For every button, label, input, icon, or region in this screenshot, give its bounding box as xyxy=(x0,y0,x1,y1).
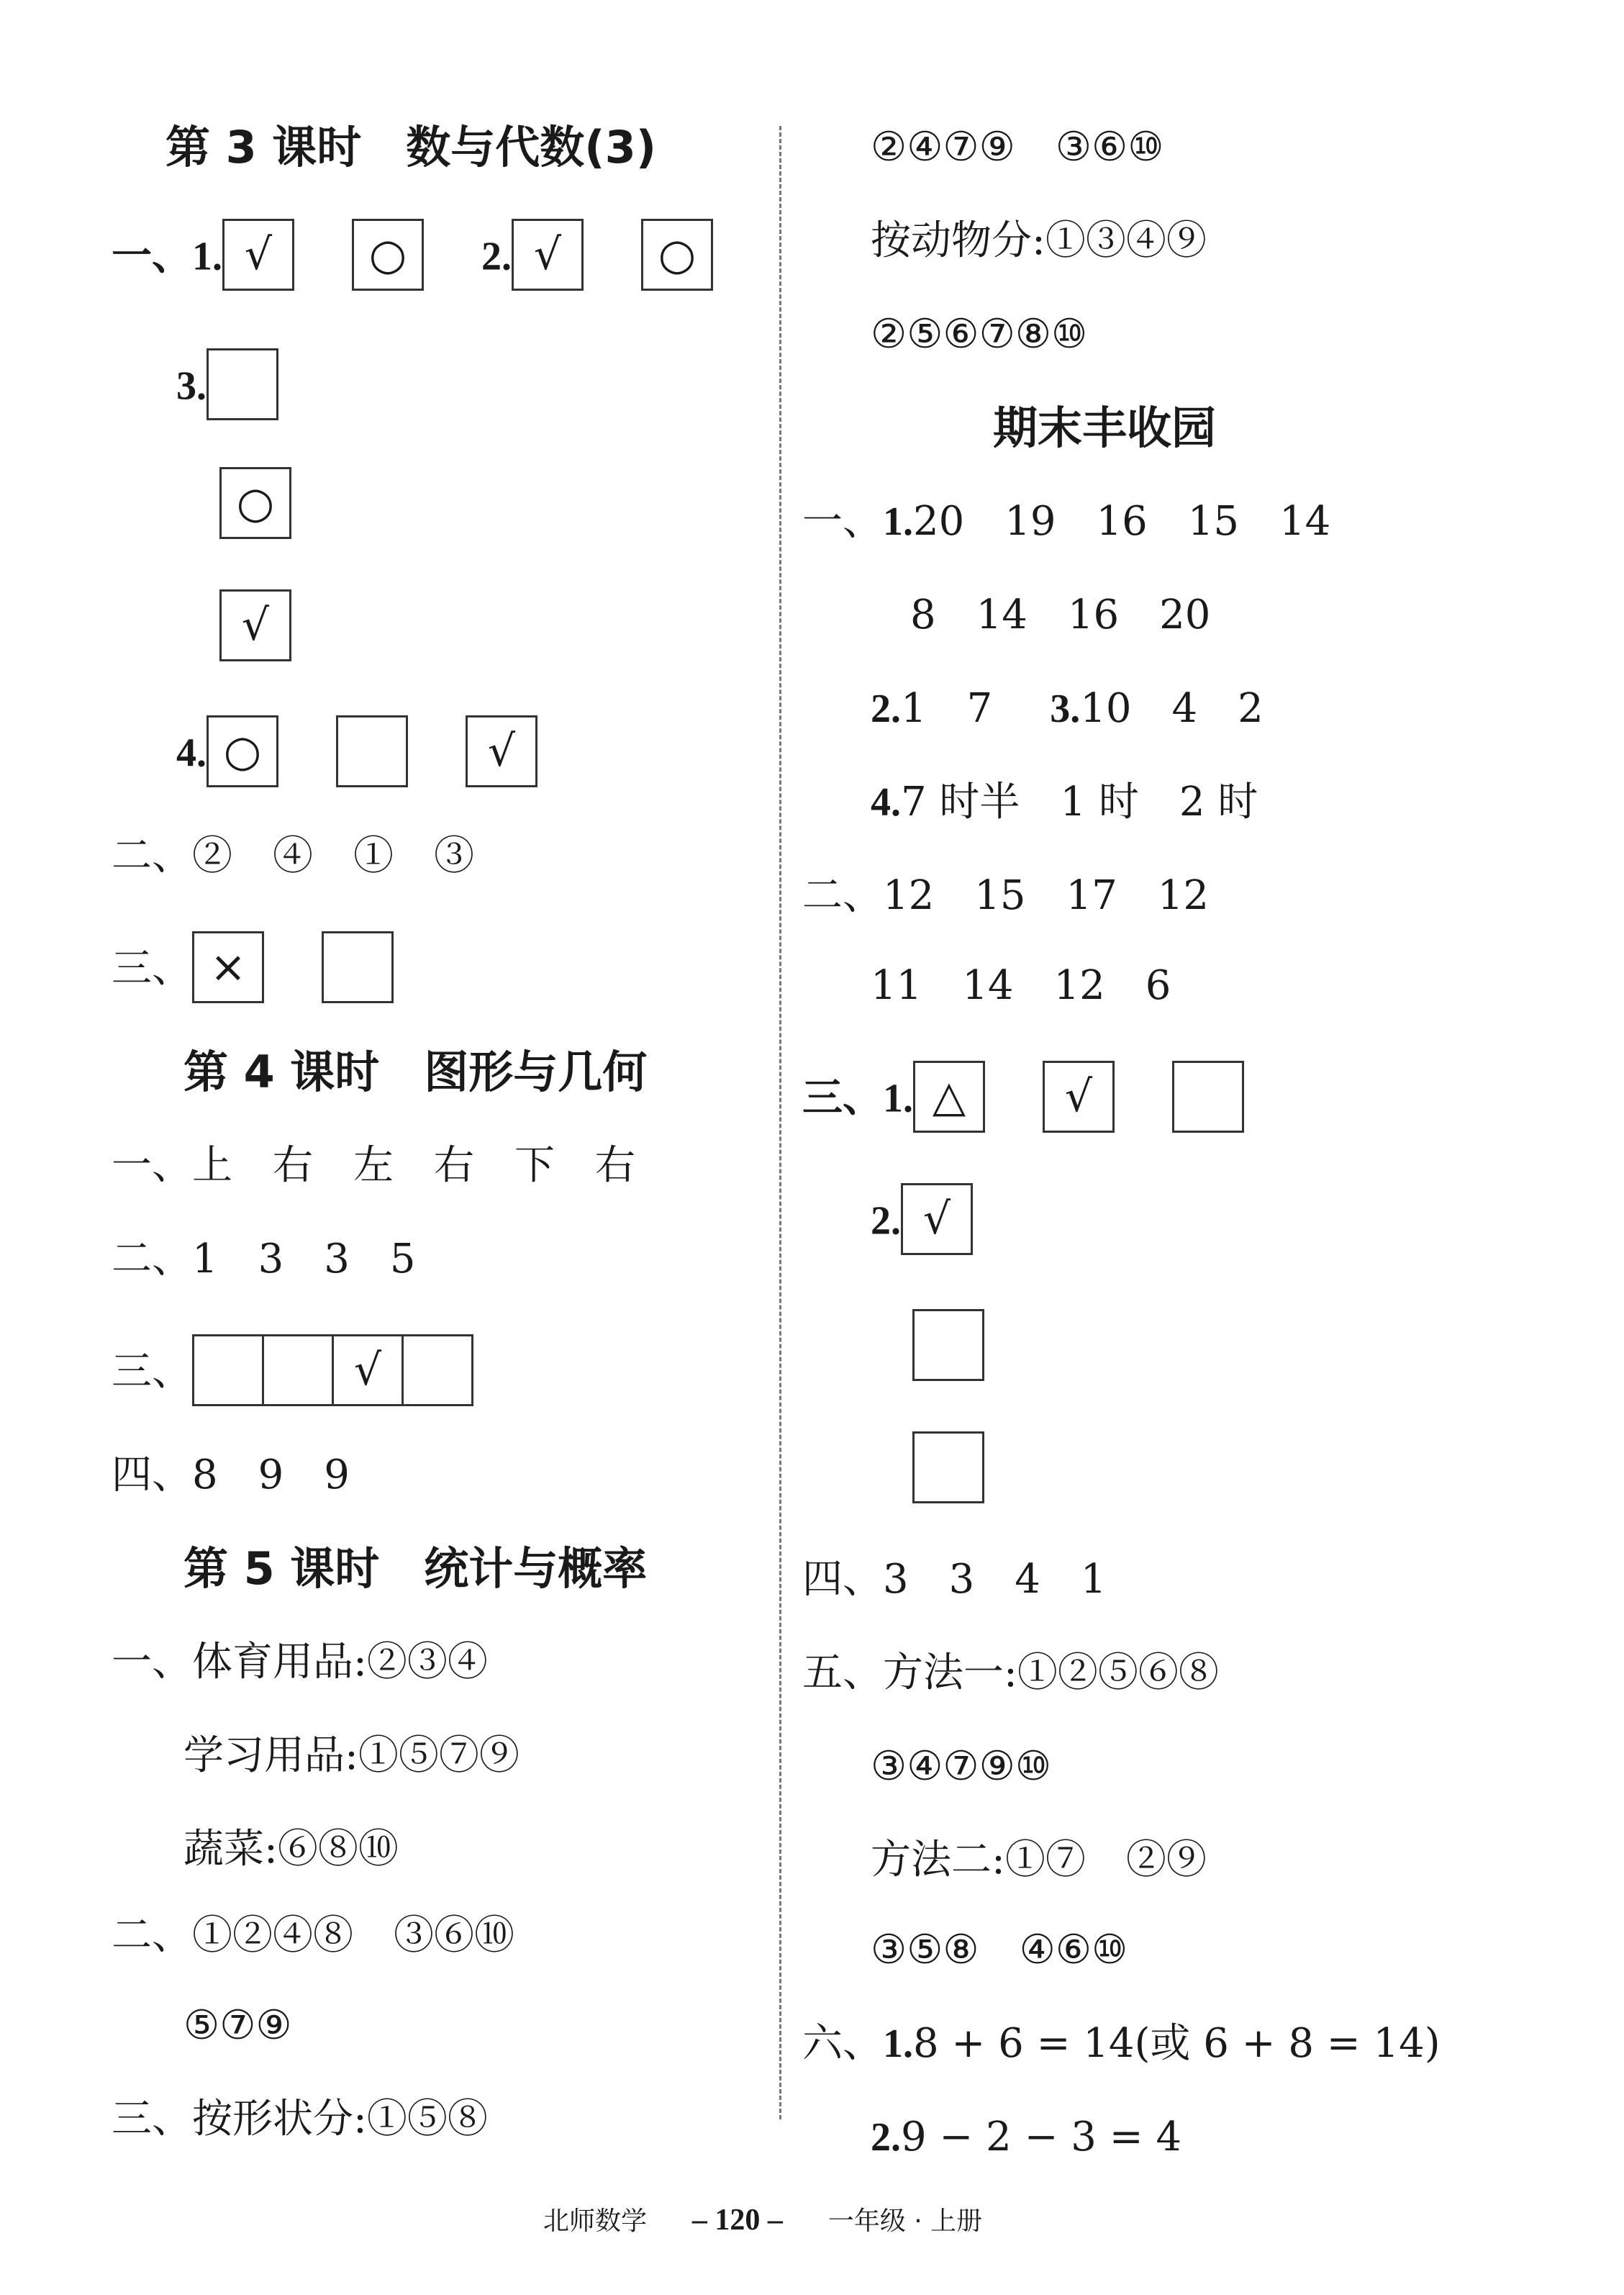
question-number: 2. xyxy=(871,2115,901,2160)
answer-row-final-liu-1 xyxy=(802,2015,1441,2073)
answer-row-r2: 按动物分:①③④⑨ xyxy=(871,217,1207,264)
section-title-lesson-3: 第 3 课时 数与代数(3) xyxy=(165,121,657,173)
answer-row-final-wu-1: 五、方法一:①②⑤⑥⑧ xyxy=(802,1649,1219,1696)
question-number: 三、 xyxy=(112,1348,192,1395)
answer-box: √ xyxy=(219,589,291,661)
answer-row-5-er-2: ⑤⑦⑨ xyxy=(183,2002,292,2049)
answer-values: 20 19 16 15 14 xyxy=(913,498,1331,545)
answer-row-final-er-2: 11 14 12 6 xyxy=(871,962,1171,1009)
answer-row-5-yi-2: 学习用品:①⑤⑦⑨ xyxy=(183,1732,520,1779)
answer-row-final-wu-4: ③⑤⑧ ④⑥⑩ xyxy=(871,1927,1128,1973)
answer-row-5-yi-3: 蔬菜:⑥⑧⑩ xyxy=(183,1826,399,1873)
answer-box xyxy=(402,1334,473,1406)
answer-box: √ xyxy=(222,219,294,291)
answer-box xyxy=(322,931,394,1003)
answer-box: ○ xyxy=(641,219,713,291)
answer-row-4-si: 四、8 9 9 xyxy=(112,1452,350,1498)
answer-box xyxy=(912,1309,984,1381)
answer-values: 1 7 xyxy=(901,685,993,732)
answer-box xyxy=(1172,1061,1244,1133)
answer-box: √ xyxy=(901,1183,973,1255)
page-number: – 120 – xyxy=(691,2204,783,2237)
answer-box: √ xyxy=(512,219,584,291)
answer-row-final-san-2b xyxy=(912,1313,984,1371)
question-number: 六、 xyxy=(802,2020,883,2067)
question-number: 1. xyxy=(883,499,913,544)
answer-row-r1: ②④⑦⑨ ③⑥⑩ xyxy=(871,124,1164,171)
footer-grade: 一年级 · 上册 xyxy=(827,2206,983,2236)
answer-row-4-er: 二、1 3 3 5 xyxy=(112,1236,416,1282)
answer-row-5-er-1: 二、①②④⑧ ③⑥⑩ xyxy=(112,1912,514,1959)
question-number: 1. xyxy=(883,2022,913,2066)
answer-row-final-wu-3: 方法二:①⑦ ②⑨ xyxy=(871,1837,1207,1883)
answer-values: 7 时半 1 时 2 时 xyxy=(901,779,1258,825)
answer-row-3-4 xyxy=(176,720,537,777)
answer-row-final-yi-4 xyxy=(871,774,1258,831)
answer-row-5-san-1: 三、按形状分:①⑤⑧ xyxy=(112,2096,488,2142)
question-number: 一、1. xyxy=(112,234,222,279)
answer-values: 9 − 2 − 3 = 4 xyxy=(901,2114,1182,2160)
question-number: 一、 xyxy=(802,498,883,545)
question-number: 三、1. xyxy=(802,1076,913,1121)
answer-row-final-yi-2 xyxy=(871,680,1264,738)
answer-box: √ xyxy=(466,715,537,787)
answer-row-final-yi-1 xyxy=(802,493,1330,551)
answer-box: △ xyxy=(913,1061,985,1133)
answer-box xyxy=(192,1334,264,1406)
answer-box xyxy=(912,1431,984,1503)
answer-row-r3: ②⑤⑥⑦⑧⑩ xyxy=(871,311,1088,358)
answer-row-final-er-1: 二、12 15 17 12 xyxy=(802,872,1210,919)
question-number: 4. xyxy=(871,780,901,825)
answer-box: ○ xyxy=(352,219,424,291)
answer-row-final-liu-2 xyxy=(871,2109,1181,2166)
answer-row-4-san xyxy=(112,1339,473,1396)
footer-subject: 北师数学 xyxy=(543,2206,648,2236)
section-title-lesson-5: 第 5 课时 统计与概率 xyxy=(183,1542,648,1595)
answer-values: 8 + 6 = 14(或 6 + 8 = 14) xyxy=(913,2020,1441,2067)
answer-row-final-san-2c xyxy=(912,1436,984,1493)
answer-row-final-wu-2: ③④⑦⑨⑩ xyxy=(871,1743,1052,1790)
section-title-final: 期末丰收园 xyxy=(993,402,1217,454)
question-number: 2. xyxy=(871,1198,901,1244)
answer-row-3-san xyxy=(112,936,394,993)
question-number: 3. xyxy=(1050,687,1081,731)
question-number: 4. xyxy=(176,730,207,776)
question-number: 2. xyxy=(481,234,512,279)
column-divider xyxy=(779,126,781,2119)
answer-values: 10 4 2 xyxy=(1080,685,1264,732)
answer-row-3-3b xyxy=(219,471,291,529)
answer-row-final-san-1 xyxy=(802,1065,1244,1123)
answer-box: √ xyxy=(1043,1061,1115,1133)
answer-row-final-si: 四、3 3 4 1 xyxy=(802,1556,1107,1603)
section-title-lesson-4: 第 4 课时 图形与几何 xyxy=(183,1046,648,1098)
answer-box xyxy=(336,715,408,787)
answer-row-3-1 xyxy=(112,223,713,281)
answer-box: × xyxy=(192,931,264,1003)
answer-row-3-3 xyxy=(176,353,278,410)
page-footer xyxy=(543,2202,982,2240)
answer-row-final-yi-1b: 8 14 16 20 xyxy=(910,592,1211,638)
answer-row-final-san-2 xyxy=(871,1187,973,1245)
question-number: 2. xyxy=(871,687,901,731)
answer-box: ○ xyxy=(207,715,278,787)
question-number: 3. xyxy=(176,363,207,409)
answer-box: ○ xyxy=(219,467,291,539)
answer-row-4-yi: 一、上 右 左 右 下 右 xyxy=(112,1142,635,1189)
answer-box xyxy=(207,348,278,420)
question-number: 三、 xyxy=(112,945,192,992)
answer-row-3-3c xyxy=(219,594,291,651)
answer-row-3-er: 二、② ④ ① ③ xyxy=(112,833,474,879)
answer-box: √ xyxy=(332,1334,404,1406)
answer-box xyxy=(262,1334,334,1406)
answer-row-5-yi-1: 一、体育用品:②③④ xyxy=(112,1639,488,1685)
